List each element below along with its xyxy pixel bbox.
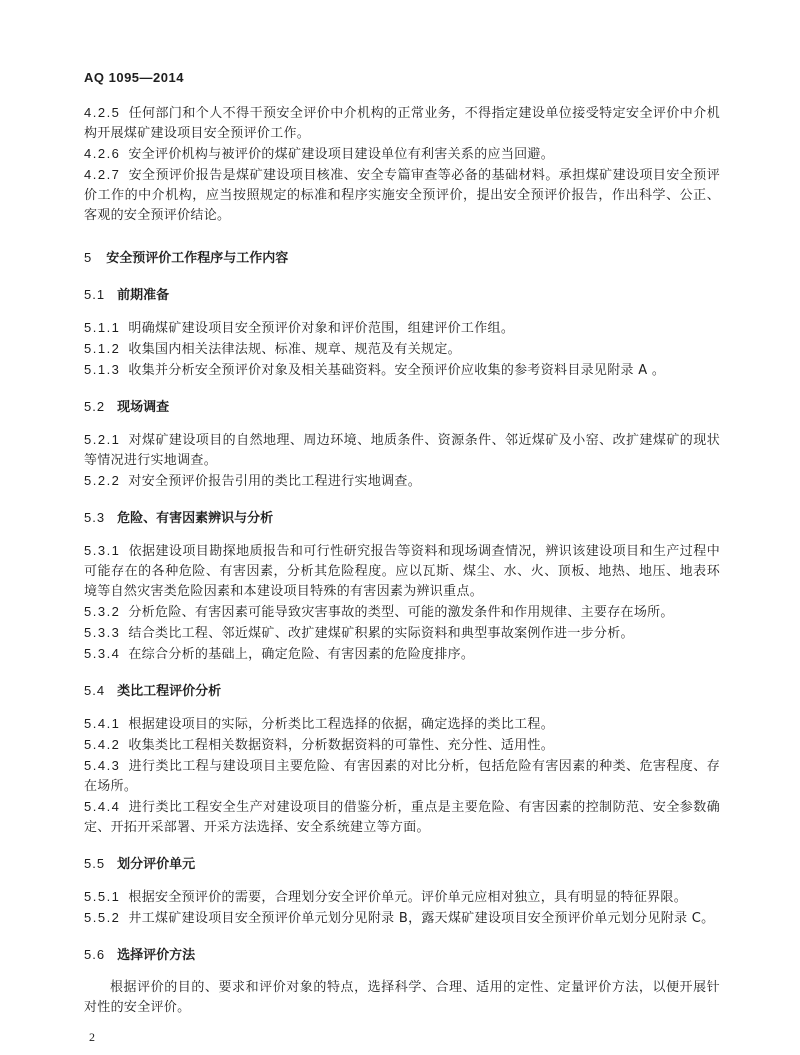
standard-code: AQ 1095—2014 xyxy=(84,70,184,85)
clause-text: 井工煤矿建设项目安全预评价单元划分见附录 B，露天煤矿建设项目安全预评价单元划分见附录 C。 xyxy=(128,911,715,926)
section-number: 5.5 xyxy=(84,856,106,871)
clause-text: 结合类比工程、邻近煤矿、改扩建煤矿积累的实际资料和典型事故案例作进一步分析。 xyxy=(128,626,634,641)
clause-text: 进行类比工程与建设项目主要危险、有害因素的对比分析，包括危险有害因素的种类、危害程度、存在场所。 xyxy=(84,759,720,794)
clause-number: 5.1.2 xyxy=(84,341,121,356)
clause-5-3-1 xyxy=(84,541,720,602)
clause-4-2-5 xyxy=(84,103,720,144)
clause-text: 任何部门和个人不得干预安全评价中介机构的正常业务，不得指定建设单位接受特定安全评价中介机构开展煤矿建设项目安全预评价工作。 xyxy=(84,106,720,141)
clause-text: 对煤矿建设项目的自然地理、周边环境、地质条件、资源条件、邻近煤矿及小窑、改扩建煤矿的现状等情况进行实地调查。 xyxy=(84,433,720,468)
clause-text: 安全预评价报告是煤矿建设项目核准、安全专篇审查等必备的基础材料。承担煤矿建设项目安全预评价工作的中介机构，应当按照规定的标准和程序实施安全预评价，提出安全预评价报告，作出科学、公正、客观的安全预评价结论。 xyxy=(84,168,720,223)
clause-text: 收集并分析安全预评价对象及相关基础资料。安全预评价应收集的参考资料目录见附录 A 。 xyxy=(128,363,666,378)
section-number: 5.6 xyxy=(84,947,106,962)
clause-5-1-2 xyxy=(84,339,720,360)
section-title: 前期准备 xyxy=(117,288,170,303)
clause-text: 在综合分析的基础上，确定危险、有害因素的危险度排序。 xyxy=(128,647,475,662)
clause-5-3-3 xyxy=(84,623,720,644)
clause-text: 收集国内相关法律法规、标准、规章、规范及有关规定。 xyxy=(128,342,461,357)
section-5-6-heading xyxy=(84,945,720,966)
clause-text: 收集类比工程相关数据资料，分析数据资料的可靠性、充分性、适用性。 xyxy=(128,738,555,753)
section-title: 类比工程评价分析 xyxy=(117,684,222,699)
clause-text: 根据安全预评价的需要，合理划分安全评价单元。评价单元应相对独立，具有明显的特征界限。 xyxy=(128,890,688,905)
clause-5-1-3 xyxy=(84,360,720,381)
section-number: 5 xyxy=(84,250,93,265)
clause-number: 5.2.2 xyxy=(84,473,121,488)
clause-number: 5.5.2 xyxy=(84,910,121,925)
clause-number: 4.2.6 xyxy=(84,146,121,161)
clause-number: 5.4.3 xyxy=(84,758,121,773)
section-5-5-heading xyxy=(84,854,720,875)
clause-5-4-4 xyxy=(84,797,720,838)
clause-number: 5.1.3 xyxy=(84,362,121,377)
clause-5-5-2 xyxy=(84,908,720,929)
clause-5-4-3 xyxy=(84,756,720,797)
clause-number: 5.4.1 xyxy=(84,716,121,731)
clause-5-1-1 xyxy=(84,318,720,339)
clause-number: 5.3.3 xyxy=(84,625,121,640)
section-title: 危险、有害因素辨识与分析 xyxy=(117,511,274,526)
section-5-1-heading xyxy=(84,285,720,306)
clause-number: 5.3.1 xyxy=(84,543,121,558)
clause-number: 5.4.4 xyxy=(84,799,121,814)
clause-text: 对安全预评价报告引用的类比工程进行实地调查。 xyxy=(128,474,422,489)
section-title: 现场调查 xyxy=(117,400,170,415)
clause-5-5-1 xyxy=(84,887,720,908)
clause-number: 4.2.7 xyxy=(84,167,121,182)
clause-5-4-2 xyxy=(84,735,720,756)
clause-number: 5.2.1 xyxy=(84,432,121,447)
section-title: 安全预评价工作程序与工作内容 xyxy=(106,251,289,266)
section-5-2-heading xyxy=(84,397,720,418)
clause-5-3-2 xyxy=(84,602,720,623)
clause-text: 进行类比工程安全生产对建设项目的借鉴分析，重点是主要危险、有害因素的控制防范、安全参数确定、开拓开采部署、开采方法选择、安全系统建立等方面。 xyxy=(84,800,720,835)
clause-number: 5.1.1 xyxy=(84,320,121,335)
clause-number: 5.3.2 xyxy=(84,604,121,619)
clause-5-4-1 xyxy=(84,714,720,735)
section-number: 5.2 xyxy=(84,399,106,414)
section-number: 5.1 xyxy=(84,287,106,302)
section-5-6-paragraph: 根据评价的目的、要求和评价对象的特点，选择科学、合理、适用的定性、定量评价方法，以便开展针对性的安全评价。 xyxy=(84,980,720,1015)
clause-number: 4.2.5 xyxy=(84,105,121,120)
clause-number: 5.3.4 xyxy=(84,646,121,661)
clause-text: 分析危险、有害因素可能导致灾害事故的类型、可能的激发条件和作用规律、主要存在场所。 xyxy=(128,605,674,620)
section-title: 选择评价方法 xyxy=(117,948,196,963)
clause-text: 根据建设项目的实际，分析类比工程选择的依据，确定选择的类比工程。 xyxy=(128,717,555,732)
page-number: 2 xyxy=(89,1030,95,1044)
clause-5-2-1 xyxy=(84,430,720,471)
section-5-heading xyxy=(84,248,720,269)
clause-text: 明确煤矿建设项目安全预评价对象和评价范围，组建评价工作组。 xyxy=(128,321,515,336)
clause-4-2-6 xyxy=(84,144,720,165)
clause-text: 依据建设项目勘探地质报告和可行性研究报告等资料和现场调查情况，辨识该建设项目和生产过程中可能存在的各种危险、有害因素，分析其危险程度。应以瓦斯、煤尘、水、火、顶板、地热、地压、地表环境等自然灾害类危险因素和本建设项目特殊的有害因素为辨识重点。 xyxy=(84,544,720,599)
document-body xyxy=(84,103,720,1018)
section-number: 5.4 xyxy=(84,683,106,698)
clause-number: 5.4.2 xyxy=(84,737,121,752)
clause-5-3-4 xyxy=(84,644,720,665)
clause-4-2-7 xyxy=(84,165,720,226)
section-number: 5.3 xyxy=(84,510,106,525)
section-5-4-heading xyxy=(84,681,720,702)
clause-number: 5.5.1 xyxy=(84,889,121,904)
section-5-3-heading xyxy=(84,508,720,529)
section-title: 划分评价单元 xyxy=(117,857,196,872)
clause-5-2-2 xyxy=(84,471,720,492)
clause-text: 安全评价机构与被评价的煤矿建设项目建设单位有利害关系的应当回避。 xyxy=(128,147,555,162)
